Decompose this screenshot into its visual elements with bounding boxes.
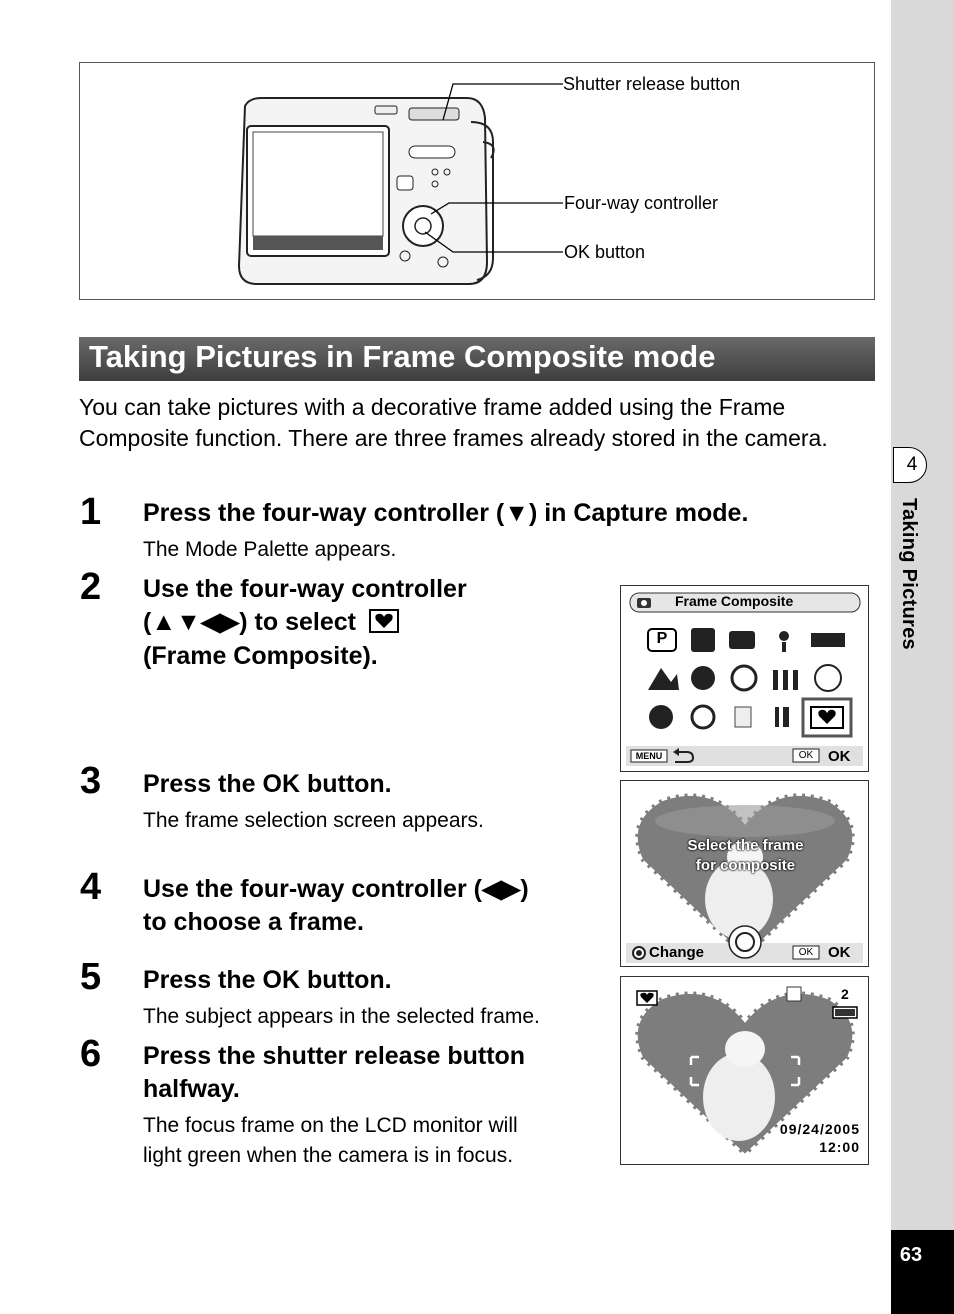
step-number: 1 (80, 491, 102, 533)
capture-time: 12:00 (819, 1139, 860, 1155)
step-title-line (143, 606, 399, 639)
step-number: 5 (80, 956, 102, 998)
frame-composite-icon (369, 609, 399, 633)
frame-select-prompt-line2: for composite (695, 857, 796, 874)
step-title-line: Use the four-way controller (◀▶) (143, 875, 529, 903)
frame-preview (621, 781, 869, 967)
camera-back-illustration (79, 62, 875, 300)
mode-palette-screen (620, 585, 869, 772)
capture-screen (620, 976, 869, 1165)
frame-selection-screen (620, 780, 869, 967)
step-number: 6 (80, 1033, 102, 1075)
step-title: Press the four-way controller (▼) in Capture mode. (143, 499, 749, 527)
step-description-line: light green when the camera is in focus. (143, 1144, 514, 1167)
chapter-title-vertical: Taking Pictures (898, 498, 920, 650)
callout-shutter-release: Shutter release button (563, 74, 741, 94)
step-title-text: (▲▼◀▶) to select (143, 608, 356, 636)
step-title-line: (Frame Composite). (143, 642, 378, 670)
step-description: The subject appears in the selected frame. (143, 1005, 540, 1028)
callout-ok-button: OK button (564, 242, 646, 262)
mode-palette-title: Frame Composite (675, 593, 794, 609)
step-description: The frame selection screen appears. (143, 809, 484, 832)
frame-select-prompt-line1: Select the frame (687, 837, 804, 854)
program-mode-label: P (656, 630, 668, 647)
step-description-line: The focus frame on the LCD monitor will (143, 1114, 518, 1137)
step-title-line: to choose a frame. (143, 908, 364, 936)
step-description: The Mode Palette appears. (143, 538, 397, 561)
step-number: 2 (80, 566, 102, 608)
ok-key-label: OK (798, 750, 814, 761)
capture-date: 09/24/2005 (779, 1121, 860, 1137)
menu-key-label: MENU (635, 751, 663, 761)
change-label: Change (649, 944, 705, 961)
step-title-line: Use the four-way controller (143, 575, 467, 603)
mode-palette-icons (621, 586, 869, 772)
step-number: 3 (80, 760, 102, 802)
callout-four-way-controller: Four-way controller (564, 193, 719, 213)
step-title: Press the OK button. (143, 770, 392, 798)
intro-paragraph: You can take pictures with a decorative frame added using the Frame Composite function. There are three frames already stored in the camera. (79, 394, 828, 451)
step-title-line: Press the shutter release button (143, 1042, 526, 1070)
ok-label: OK (828, 748, 851, 765)
step-title-line: halfway. (143, 1075, 240, 1103)
section-title: Taking Pictures in Frame Composite mode (89, 339, 716, 374)
ok-label: OK (828, 944, 851, 961)
step-title: Press the OK button. (143, 966, 392, 994)
page-number: 63 (899, 1244, 923, 1266)
page-number-tab (891, 1230, 954, 1314)
step-number: 4 (80, 866, 102, 908)
chapter-number-badge: 4 (893, 447, 927, 483)
remaining-shots: 2 (841, 986, 849, 1002)
ok-key-label: OK (798, 947, 814, 958)
